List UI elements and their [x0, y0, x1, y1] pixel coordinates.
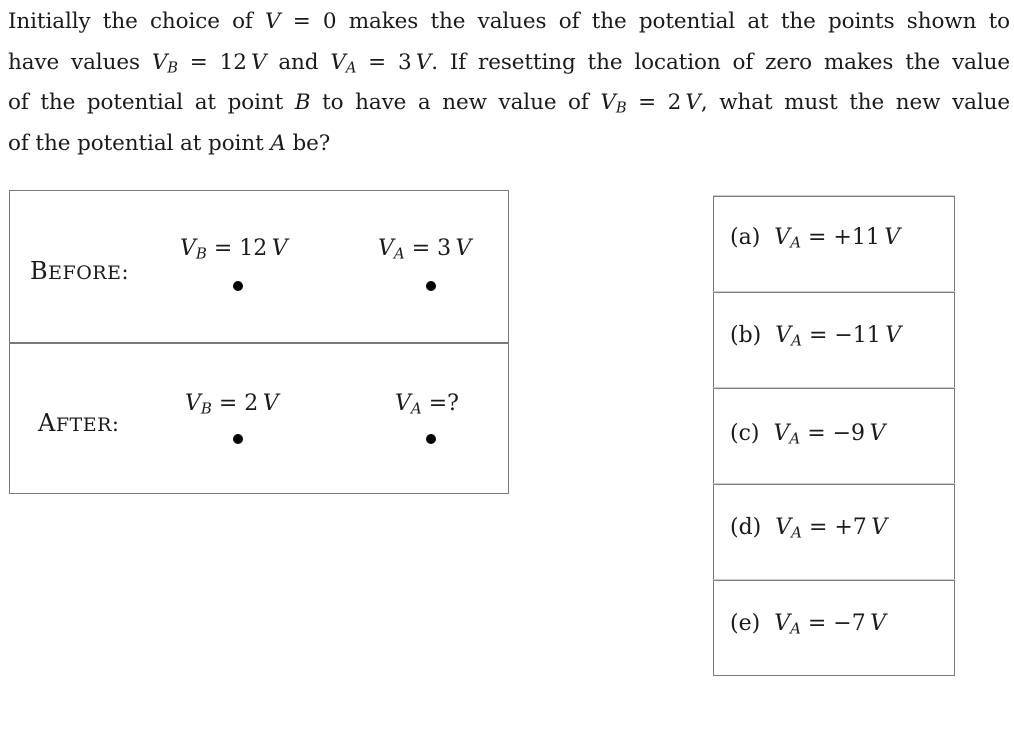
choice-letter: (d) [730, 515, 762, 540]
choice-a[interactable] [713, 196, 955, 292]
before-label: BEFORE: [30, 257, 130, 285]
choice-letter: (e) [730, 611, 761, 636]
choice-b[interactable] [713, 292, 955, 388]
choice-value: $V_A = +11$ V [774, 225, 901, 252]
choice-e[interactable] [713, 580, 955, 676]
diagram-divider [10, 342, 508, 344]
question-line-2: have values $V_B = 12$ V and $V_A = 3$ V. If resetting the location of zero makes the value [8, 49, 1010, 77]
choice-value: $V_A = -7$ V [774, 611, 887, 638]
choice-value: $V_A = -9$ V [773, 421, 886, 448]
before-point-a-dot [426, 281, 436, 291]
question-line-1: Initially the choice of V = 0 makes the values of the potential at the points shown to [8, 9, 1010, 34]
question-line-3: of the potential at point B to have a new value of $V_B = 2$ V, what must the new value [8, 90, 1011, 117]
after-point-a-dot [426, 434, 436, 444]
before-point-b-dot [233, 281, 243, 291]
question-line-4: of the potential at point A be? [8, 130, 331, 156]
before-point-a-label: $V_A = 3$ V [378, 236, 472, 263]
potential-diagram [9, 190, 509, 494]
choice-letter: (a) [730, 225, 761, 250]
before-point-b-label: $V_B = 12$ V [180, 236, 288, 263]
question-text [8, 2, 1010, 164]
after-point-b-dot [233, 434, 243, 444]
choice-value: $V_A = -11$ V [775, 323, 902, 350]
choice-letter: (b) [730, 323, 762, 348]
after-label: AFTER: [38, 409, 120, 437]
choice-d[interactable] [713, 484, 955, 580]
after-point-b-label: $V_B = 2$ V [185, 391, 279, 418]
choice-letter: (c) [730, 421, 760, 446]
choice-c[interactable] [713, 388, 955, 484]
after-point-a-label: $V_A$ =? [395, 391, 459, 418]
choice-value: $V_A = +7$ V [775, 515, 888, 542]
